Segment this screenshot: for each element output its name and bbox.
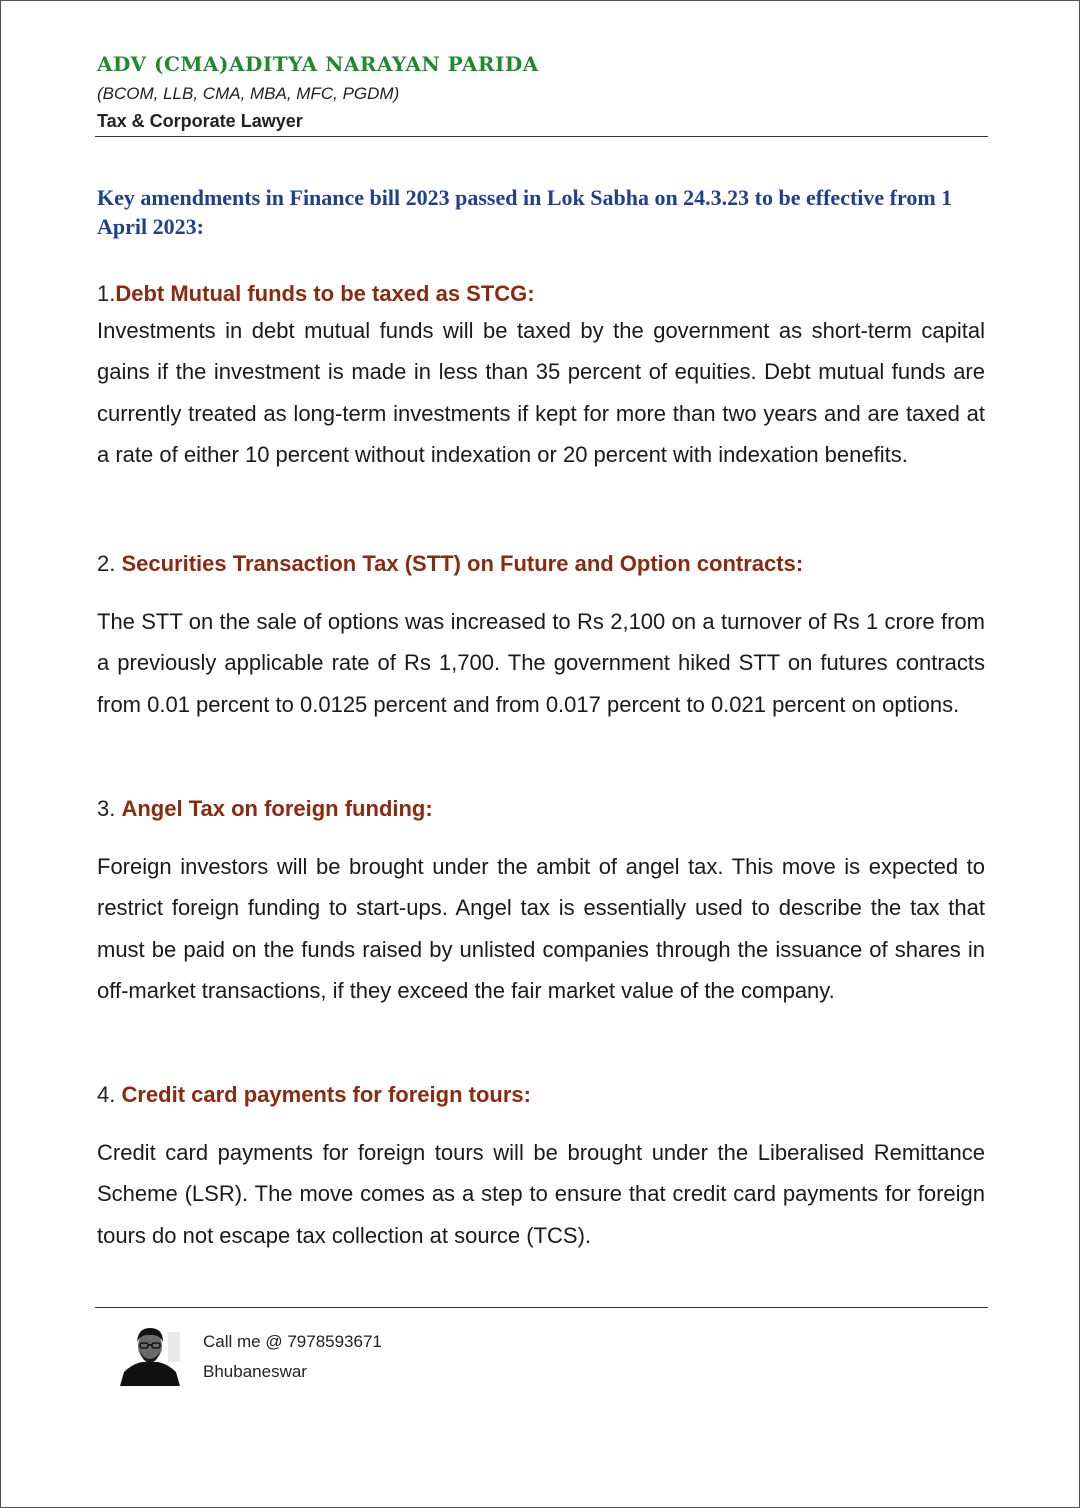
section-heading xyxy=(97,549,985,579)
section-angel-tax xyxy=(97,794,985,1011)
letterhead xyxy=(97,52,987,132)
author-qualifications: (BCOM, LLB, CMA, MBA, MFC, PGDM) xyxy=(97,84,400,103)
section-body: The STT on the sale of options was increased to Rs 2,100 on a turnover of Rs 1 crore from a previously applicable rate of Rs 1,700. The government hiked STT on futures contracts from 0.01 percent to 0.0125 percent and from 0.017 percent to 0.021 percent on options. xyxy=(97,609,985,717)
section-number: 1. xyxy=(97,281,116,306)
section-body: Foreign investors will be brought under the ambit of angel tax. This move is expected to restrict foreign funding to start-ups. Angel tax is essentially used to describe the tax that must be paid on the funds raised by unlisted companies through the issuance of shares in off-market transactions, if they exceed the fair market value of the company. xyxy=(97,854,985,1003)
section-debt-mutual-funds xyxy=(97,279,985,475)
intro-heading: Key amendments in Finance bill 2023 passed in Lok Sabha on 24.3.23 to be effective from 1 April 2023: xyxy=(97,185,953,239)
section-body: Investments in debt mutual funds will be taxed by the government as short-term capital gains if the investment is made in less than 35 percent of equities. Debt mutual funds are currently treated as long-term investments if kept for more than two years and are taxed at a rate of either 10 percent without indexation or 20 percent with indexation benefits. xyxy=(97,318,985,467)
section-title: Angel Tax on foreign funding: xyxy=(121,796,433,821)
section-heading xyxy=(97,279,985,309)
section-title: Debt Mutual funds to be taxed as STCG: xyxy=(115,281,535,306)
section-number: 3. xyxy=(97,796,122,821)
section-heading xyxy=(97,794,985,824)
section-body: Credit card payments for foreign tours will be brought under the Liberalised Remittance Scheme (LSR). The move comes as a step to ensure that credit card payments for foreign tours do not escape tax collection at source (TCS). xyxy=(97,1140,985,1248)
section-credit-card xyxy=(97,1080,985,1256)
contact-info xyxy=(203,1331,382,1391)
section-title: Securities Transaction Tax (STT) on Future and Option contracts: xyxy=(121,551,804,576)
section-number: 4. xyxy=(97,1082,122,1107)
author-name: ADV (CMA)ADITYA NARAYAN PARIDA xyxy=(97,52,539,76)
section-heading xyxy=(97,1080,985,1110)
contact-phone: Call me @ 7978593671 xyxy=(203,1332,382,1351)
footer-divider xyxy=(95,1307,988,1308)
section-number: 2. xyxy=(97,551,122,576)
avatar xyxy=(118,1322,182,1386)
section-title: Credit card payments for foreign tours: xyxy=(121,1082,531,1107)
author-title: Tax & Corporate Lawyer xyxy=(97,111,303,131)
contact-city: Bhubaneswar xyxy=(203,1362,307,1381)
section-stt xyxy=(97,549,985,725)
header-divider xyxy=(95,136,988,137)
